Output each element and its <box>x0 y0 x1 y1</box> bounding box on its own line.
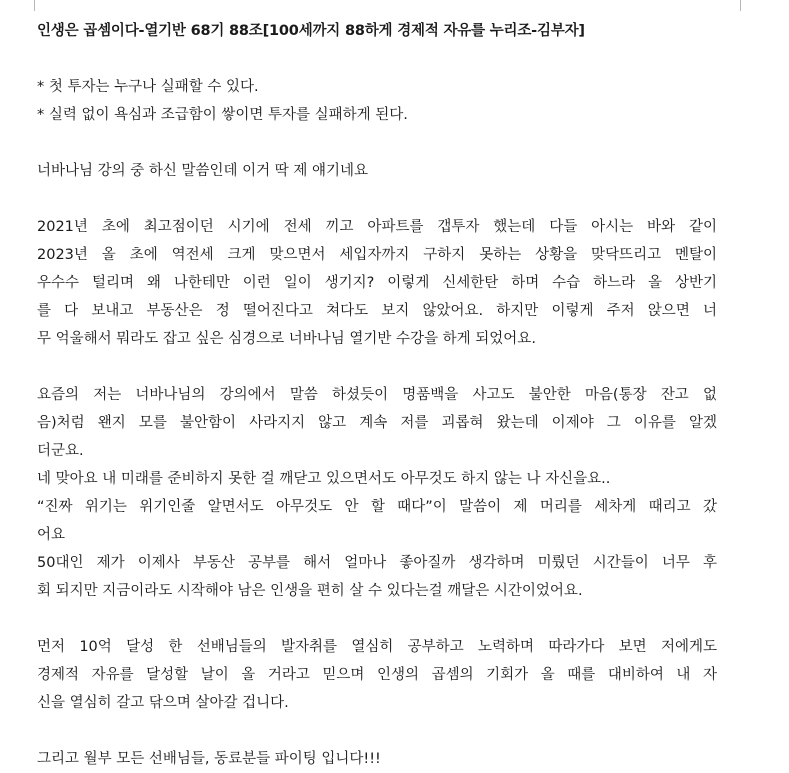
paragraph2-line: “진짜 위기는 위기인줄 알면서도 아무것도 안 할 때다”이 말씀이 제 머리를 세차게 때리고 갔 <box>37 499 717 515</box>
page-corner-mark-right <box>740 0 753 11</box>
bullet-item: * 첫 투자는 누구나 실패할 수 있다. <box>37 79 259 95</box>
paragraph2-line: 요즘의 저는 너바나님의 강의에서 말씀 하셨듯이 명품백을 사고도 불안한 마음(통장 잔고 없 <box>37 387 717 403</box>
paragraph2-line: 더군요. <box>37 443 84 459</box>
paragraph3-line: 신을 열심히 갈고 닦으며 살아갈 겁니다. <box>37 695 289 711</box>
paragraph2-line: 네 맞아요 내 미래를 준비하지 못한 걸 깨닫고 있으면서도 아무것도 하지 않는 나 자신을요.. <box>37 471 611 487</box>
bullet-item: * 실력 없이 욕심과 조급함이 쌓이면 투자를 실패하게 된다. <box>37 107 408 123</box>
blank-line <box>37 353 717 381</box>
blank-line <box>37 185 717 213</box>
paragraph1-line: 2021년 초에 최고점이던 시기에 전세 끼고 아파트를 갭투자 했는데 다들 아시는 바와 같이 <box>37 219 717 235</box>
paragraph2-line: 어요 <box>37 527 66 543</box>
blank-line <box>37 605 717 633</box>
closing-line: 그리고 월부 모든 선배님들, 동료분들 파이팅 입니다!!! <box>37 751 381 767</box>
document-body <box>37 17 717 773</box>
blank-line <box>37 129 717 157</box>
paragraph1-line: 2023년 올 초에 역전세 크게 맞으면서 세입자까지 구하지 못하는 상황을 맞닥뜨리고 멘탈이 <box>37 247 717 263</box>
paragraph1-line: 우수수 털리며 왜 나한테만 이런 일이 생기지? 이렇게 신세한탄 하며 수습 하느라 올 상반기 <box>37 275 717 291</box>
intro-line: 너바나님 강의 중 하신 말씀인데 이거 딱 제 얘기네요 <box>37 163 369 179</box>
paragraph2-line: 50대인 제가 이제사 부동산 공부를 해서 얼마나 좋아질까 생각하며 미뤘던 시간들이 너무 후 <box>37 555 717 571</box>
blank-line <box>37 45 717 73</box>
blank-line <box>37 717 717 745</box>
page-corner-mark-left <box>22 0 35 11</box>
paragraph3-line: 경제적 자유를 달성할 날이 올 거라고 믿으며 인생의 곱셈의 기회가 올 때를 대비하여 내 자 <box>37 667 717 683</box>
paragraph3-line: 먼저 10억 달성 한 선배님들의 발자취를 열심히 공부하고 노력하며 따라가다 보면 저에게도 <box>37 639 717 655</box>
paragraph2-line: 음)처럼 왠지 모를 불안함이 사라지지 않고 계속 저를 괴롭혀 왔는데 이제야 그 이유를 알겠 <box>37 415 717 431</box>
paragraph1-line: 를 다 보내고 부동산은 정 떨어진다고 쳐다도 보지 않았어요. 하지만 이렇게 주저 앉으면 너 <box>37 303 717 319</box>
paragraph2-line: 회 되지만 지금이라도 시작해야 남은 인생을 편히 살 수 있다는걸 깨달은 시간이었어요. <box>37 583 583 599</box>
paragraph1-line: 무 억울해서 뭐라도 잡고 싶은 심경으로 너바나님 열기반 수강을 하게 되었어요. <box>37 331 536 347</box>
document-title: 인생은 곱셈이다-열기반 68기 88조[100세까지 88하게 경제적 자유를 누리조-김부자] <box>37 23 585 39</box>
